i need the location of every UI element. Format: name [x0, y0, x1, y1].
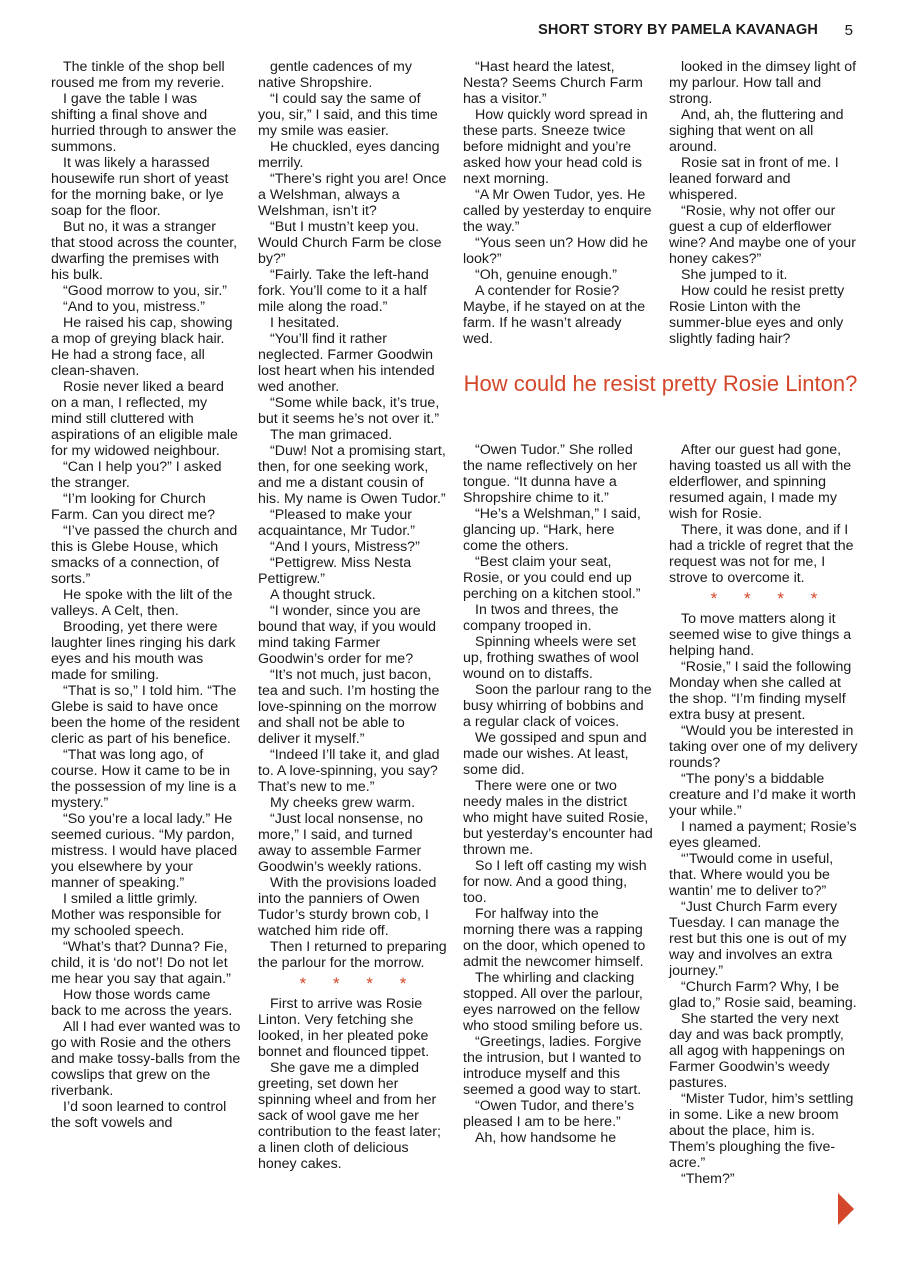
paragraph: “Some while back, it’s true, but it seems he’s not over it.”: [258, 395, 440, 427]
pull-quote: How could he resist pretty Rosie Linton?: [463, 371, 858, 396]
paragraph: Spinning wheels were set up, frothing swathes of wool wound on to distaffs.: [463, 634, 639, 682]
paragraph: There were one or two needy males in the district who might have suited Rosie, but yesterday’s encounter had thrown me.: [463, 778, 653, 858]
paragraph: “Good morrow to you, sir.”: [63, 283, 227, 299]
paragraph: “The pony’s a biddable creature and I’d make it worth your while.”: [669, 771, 856, 819]
paragraph: Rosie sat in front of me. I leaned forward and whispered.: [669, 155, 839, 203]
paragraph: My cheeks grew warm.: [270, 795, 416, 811]
paragraph: For halfway into the morning there was a rapping on the door, which opened to admit the newcomer himself.: [463, 906, 646, 970]
paragraph: With the provisions loaded into the panniers of Owen Tudor’s sturdy brown cob, I watched him ride off.: [258, 875, 437, 939]
paragraph: She gave me a dimpled greeting, set down her spinning wheel and from her sack of wool gave me her contribution to the feast later; a linen cloth of delicious honey cakes.: [258, 1060, 441, 1172]
paragraph: A contender for Rosie? Maybe, if he stayed on at the farm. If he wasn’t already wed.: [463, 283, 646, 347]
page-number: 5: [844, 22, 853, 39]
paragraph: “But I mustn’t keep you. Would Church Farm be close by?”: [258, 219, 442, 267]
paragraph: “I’ve passed the church and this is Glebe House, which smacks of a connection, of sorts.”: [51, 523, 238, 587]
paragraph: “And I yours, Mistress?”: [270, 539, 420, 555]
paragraph: I’d soon learned to control the soft vowels and: [51, 1099, 227, 1131]
paragraph: He chuckled, eyes dancing merrily.: [258, 139, 440, 171]
paragraph: “Indeed I’ll take it, and glad to. A love-spinning, you say? That’s new to me.”: [258, 747, 440, 795]
paragraph: It was likely a harassed housewife run short of yeast for the morning bake, or lye soap for the floor.: [51, 155, 229, 219]
paragraph: She jumped to it.: [681, 267, 788, 283]
column-4-lower-text-b: [669, 611, 859, 1187]
paragraph: “Oh, genuine enough.”: [475, 267, 617, 283]
paragraph: “Can I help you?” I asked the stranger.: [51, 459, 222, 491]
paragraph: “There’s right you are! Once a Welshman, always a Welshman, isn’t it?: [258, 171, 447, 219]
paragraph: The tinkle of the shop bell roused me from my reverie.: [51, 59, 225, 91]
paragraph: Ah, how handsome he: [475, 1130, 617, 1146]
paragraph: “That was long ago, of course. How it came to be in the possession of my line is a mystery.”: [51, 747, 237, 811]
paragraph: “Just Church Farm every Tuesday. I can manage the rest but this one is out of my way and involves an extra journey.”: [669, 899, 847, 979]
paragraph: “Yous seen un? How did he look?”: [463, 235, 648, 267]
story-byline: SHORT STORY BY PAMELA KAVANAGH: [538, 22, 818, 38]
paragraph: “Pleased to make your acquaintance, Mr Tudor.”: [258, 507, 415, 539]
paragraph: How those words came back to me across the years.: [51, 987, 233, 1019]
column-2-lower-text: [258, 996, 448, 1172]
page-header: [0, 22, 905, 42]
paragraph: “That is so,” I told him. “The Glebe is said to have once been the home of the resident cleric as part of his benefice.: [51, 683, 240, 747]
paragraph: I hesitated.: [270, 315, 340, 331]
paragraph: She started the very next day and was back promptly, all agog with happenings on Farmer Goodwin’s weedy pastures.: [669, 1011, 845, 1091]
paragraph: “I’m looking for Church Farm. Can you direct me?: [51, 491, 216, 523]
paragraph: “Rosie, why not offer our guest a cup of elderflower wine? And maybe one of your honey cakes?”: [669, 203, 856, 267]
paragraph: Rosie never liked a beard on a man, I reflected, my mind still cluttered with aspirations of an eligible male for my widowed neighbour.: [51, 379, 238, 459]
paragraph: I smiled a little grimly. Mother was responsible for my schooled speech.: [51, 891, 222, 939]
text-column-3-lower: [463, 442, 653, 1146]
paragraph: How quickly word spread in these parts. Sneeze twice before midnight and you’re asked how your head cold is next morning.: [463, 107, 648, 187]
section-break-stars: * * * *: [710, 589, 829, 608]
paragraph: “I could say the same of you, sir,” I said, and this time my smile was easier.: [258, 91, 438, 139]
paragraph: “Church Farm? Why, I be glad to,” Rosie said, beaming.: [669, 979, 857, 1011]
paragraph: He raised his cap, showing a mop of greying black hair. He had a strong face, all clean-shaven.: [51, 315, 233, 379]
paragraph: “Would you be interested in taking over one of my delivery rounds?: [669, 723, 858, 771]
text-column-4-lower: [669, 442, 859, 1187]
paragraph: How could he resist pretty Rosie Linton with the summer-blue eyes and only slightly fading hair?: [669, 283, 845, 347]
paragraph: And, ah, the fluttering and sighing that went on all around.: [669, 107, 844, 155]
paragraph: “I wonder, since you are bound that way, if you would mind taking Farmer Goodwin’s order for me?: [258, 603, 436, 667]
continue-arrow-icon: [838, 1193, 854, 1225]
paragraph: There, it was done, and if I had a trickle of regret that the request was not for me, I strove to overcome it.: [669, 522, 854, 586]
paragraph: “Mister Tudor, him’s settling in some. Like a new broom about the place, him is. Them’s ploughing the five-acre.”: [669, 1091, 854, 1171]
paragraph: “Rosie,” I said the following Monday when she called at the shop. “I’m finding myself extra busy at present.: [669, 659, 852, 723]
paragraph: Brooding, yet there were laughter lines ringing his dark eyes and his mouth was made for smiling.: [51, 619, 236, 683]
text-column-4-upper: [669, 59, 859, 347]
paragraph: After our guest had gone, having toasted us all with the elderflower, and spinning resumed again, I made my wish for Rosie.: [669, 442, 852, 522]
paragraph: To move matters along it seemed wise to give things a helping hand.: [669, 611, 852, 659]
paragraph: “He’s a Welshman,” I said, glancing up. “Hark, here come the others.: [463, 506, 641, 554]
paragraph: He spoke with the lilt of the valleys. A Celt, then.: [51, 587, 233, 619]
paragraph: First to arrive was Rosie Linton. Very fetching she looked, in her pleated poke bonnet and flounced tippet.: [258, 996, 430, 1060]
paragraph: Soon the parlour rang to the busy whirring of bobbins and a regular clack of voices.: [463, 682, 652, 730]
paragraph: “Owen Tudor.” She rolled the name reflectively on her tongue. “It dunna have a Shropshire chime to it.”: [463, 442, 638, 506]
paragraph: We gossiped and spun and made our wishes. At least, some did.: [463, 730, 647, 778]
column-4-lower-text-a: [669, 442, 859, 586]
paragraph: “Hast heard the latest, Nesta? Seems Church Farm has a visitor.”: [463, 59, 643, 107]
paragraph: “Owen Tudor, and there’s pleased I am to be here.”: [463, 1098, 635, 1130]
column-2-upper-text: [258, 59, 448, 971]
paragraph: “What’s that? Dunna? Fie, child, it is ‘do not’! Do not let me hear you say that again.”: [51, 939, 231, 987]
text-column-3-upper: [463, 59, 653, 347]
paragraph: “So you’re a local lady.” He seemed curious. “My pardon, mistress. I would have placed you elsewhere by your manner of speaking.”: [51, 811, 238, 891]
paragraph: “It’s not much, just bacon, tea and such. I’m hosting the love-spinning on the morrow and shall not be able to deliver it myself.”: [258, 667, 440, 747]
text-column-1: [51, 59, 241, 1131]
paragraph: gentle cadences of my native Shropshire.: [258, 59, 412, 91]
paragraph: But no, it was a stranger that stood across the counter, dwarfing the premises with his bulk.: [51, 219, 238, 283]
paragraph: “A Mr Owen Tudor, yes. He called by yesterday to enquire the way.”: [463, 187, 652, 235]
paragraph: I gave the table I was shifting a final shove and hurried through to answer the summons.: [51, 91, 237, 155]
paragraph: “Pettigrew. Miss Nesta Pettigrew.”: [258, 555, 412, 587]
text-column-2: [258, 59, 448, 1172]
paragraph: “’Twould come in useful, that. Where would you be wantin’ me to deliver to?”: [669, 851, 834, 899]
paragraph: “Them?”: [681, 1171, 735, 1187]
paragraph: So I left off casting my wish for now. And a good thing, too.: [463, 858, 647, 906]
paragraph: All I had ever wanted was to go with Rosie and the others and make tossy-balls from the cowslips that grew on the riverbank.: [51, 1019, 241, 1099]
paragraph: I named a payment; Rosie’s eyes gleamed.: [669, 819, 857, 851]
paragraph: A thought struck.: [270, 587, 376, 603]
paragraph: In twos and threes, the company trooped in.: [463, 602, 619, 634]
paragraph: “Just local nonsense, no more,” I said, and turned away to assemble Farmer Goodwin’s weekly rations.: [258, 811, 424, 875]
paragraph: “And to you, mistress.”: [63, 299, 205, 315]
paragraph: “Duw! Not a promising start, then, for one seeking work, and me a distant cousin of his. My name is Owen Tudor.”: [258, 443, 446, 507]
paragraph: “You’ll find it rather neglected. Farmer Goodwin lost heart when his intended wed another.: [258, 331, 435, 395]
paragraph: “Fairly. Take the left-hand fork. You’ll come to it a half mile along the road.”: [258, 267, 429, 315]
section-break-stars: * * * *: [299, 974, 418, 993]
paragraph: looked in the dimsey light of my parlour. How tall and strong.: [669, 59, 857, 107]
paragraph: “Greetings, ladies. Forgive the intrusion, but I wanted to introduce myself and this seemed a good way to start.: [463, 1034, 642, 1098]
paragraph: Then I returned to preparing the parlour for the morrow.: [258, 939, 447, 971]
paragraph: The man grimaced.: [270, 427, 393, 443]
paragraph: The whirling and clacking stopped. All over the parlour, eyes narrowed on the fellow who stood smiling before us.: [463, 970, 643, 1034]
paragraph: “Best claim your seat, Rosie, or you could end up perching on a kitchen stool.”: [463, 554, 641, 602]
